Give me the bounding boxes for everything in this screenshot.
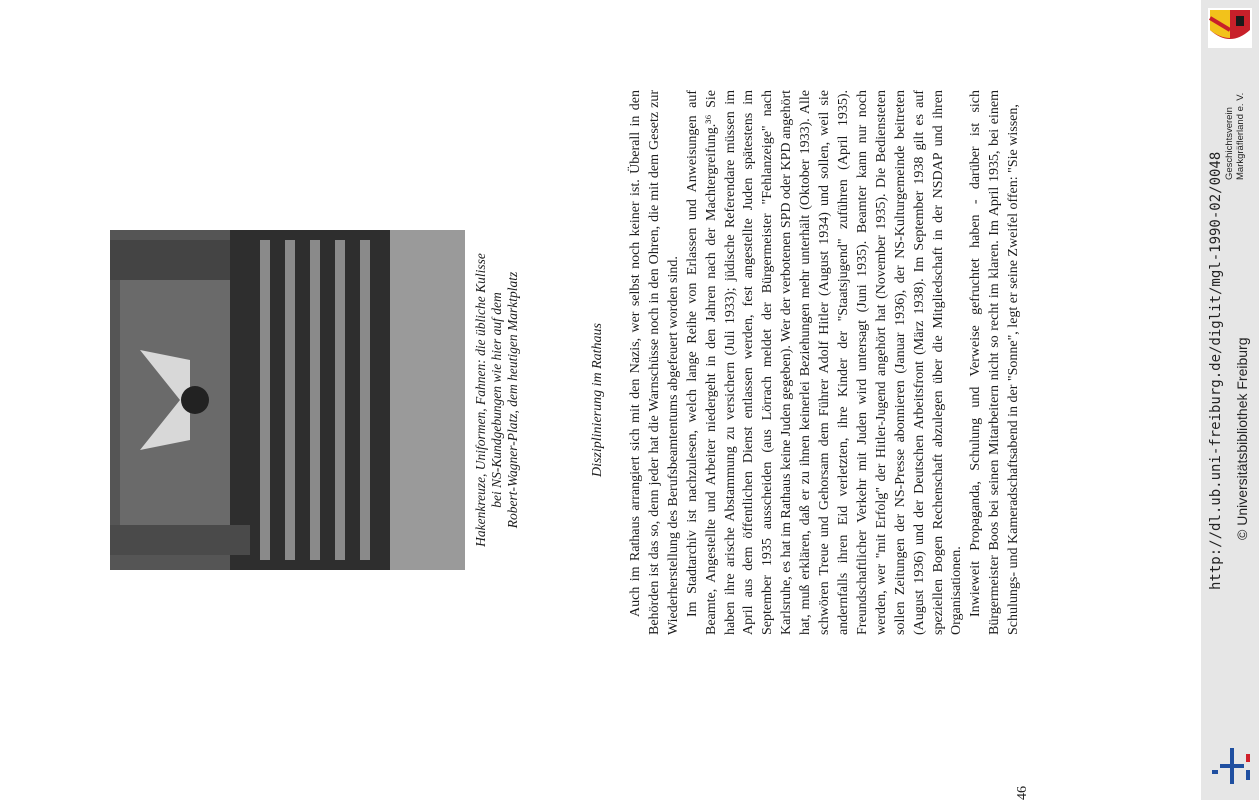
photo-caption [473,180,521,620]
paragraph-3: Inwieweit Propaganda, Schulung und Verweise gefruchtet haben - darüber ist sich Bürgermeister Boos bei seinen Mitarbeitern nicht so recht im klaren. Im April 1935, bei einem Schulungs- und Kameradschaftsabend in der "Sonne", legt er seine Zweifel offen: "Sie wissen, [968,90,1022,635]
library-copyright: © Universitätsbibliothek Freiburg [1234,337,1250,540]
section-title: Disziplinierung im Rathaus [590,323,605,478]
caption-line-2: bei NS-Kundgebungen wie hier auf dem [489,292,504,508]
rally-photo [110,230,465,570]
society-name-line-2: Markgräflerland e. V. [1235,92,1246,180]
ub-logo-icon [1210,748,1254,784]
society-name [1224,30,1246,180]
rotated-page [60,0,1200,800]
page-number: 46 [1015,786,1030,800]
society-name-line-1: Geschichtsverein [1224,107,1235,180]
source-url[interactable]: http://dl.ub.uni-freiburg.de/diglit/mgl-1990-02/0048 [1208,151,1224,590]
paragraph-2: Im Stadtarchiv ist nachzulesen, welch lange Reihe von Erlassen und Anweisungen auf Beamte, Angestellte und Arbeiter niedergeht in den Jahren nach der Machtergreifung.³⁶ Sie haben ihre arische Abstammung zu versichern (Juli 1933); jüdische Referendare müssen im April aus dem öffentlichen Dienst entlassen werden, fest angestellte Juden spätestens im September 1935 ausscheiden (aus Lörrach meldet der Bürgermeister "Fehlanzeige" nach Karlsruhe, es hat im Rathaus keine Juden gegeben). Wer der verbotenen SPD oder KPD angehört hat, muß erklären, daß er zu ihnen keinerlei Beziehungen mehr unterhält (Oktober 1933). Alle schwören Treue und Gehorsam dem Führer Adolf Hitler (August 1934) und sollen, weil sie andernfalls ihren Eid verletzten, ihre Kinder der "Staatsjugend" zuführen (April 1935). Freundschaftlicher Verkehr mit Juden wird untersagt (Juni 1935). Beamter kann nur noch werden, wer "mit Erfolg" der Hitler-Jugend angehört hat (November 1935). Die Bediensteten sollen Zeitungen der NS-Presse abonnieren (Januar 1936), der NS-Kulturgemeinde beitreten (August 1936) und der Deutschen Arbeitsfront (März 1938). Im September 1938 gilt es auf speziellen Bogen Rechenschaft abzulegen über die Mitgliedschaft in der NSDAP und ihren Organisationen. [684,90,965,635]
caption-line-3: Robert-Wagner-Platz, dem heutigen Marktplatz [505,271,520,529]
caption-line-1: Hakenkreuze, Uniformen, Fahnen: die übliche Kulisse [473,253,488,547]
paragraph-1: Auch im Rathaus arrangiert sich mit den Nazis, wer selbst noch keiner ist. Überall in den Behörden ist das so, denn jeder hat die Warnschüsse noch in den Ohren, die mit dem Gesetz zur Wiederherstellung des Berufsbeamtentums abgefeuert worden sind. [628,90,681,635]
body-text [627,90,1024,635]
